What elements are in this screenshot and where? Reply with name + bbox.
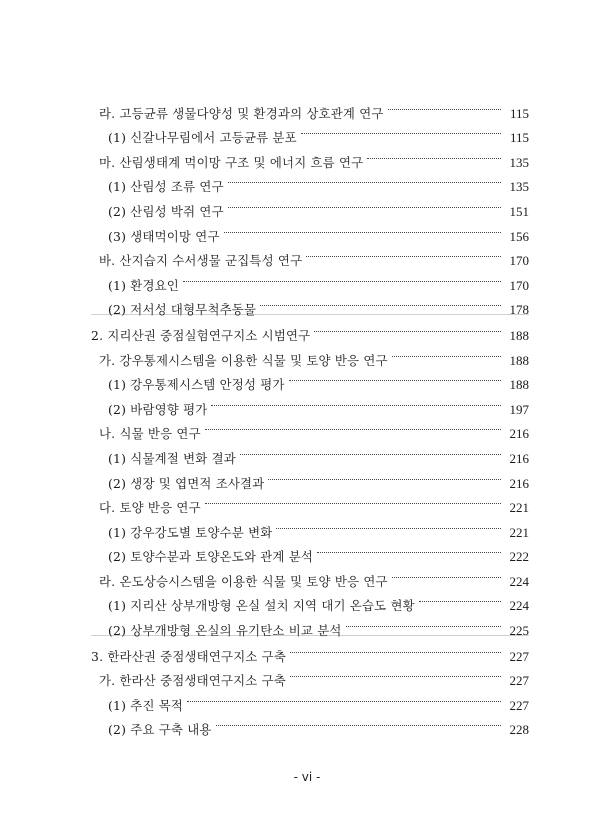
dot-leader [392, 340, 501, 365]
toc-entry-title: (2) 상부개방형 온실의 유기탄소 비교 분석 [108, 623, 342, 639]
toc-entry-page-number: 224 [509, 598, 529, 614]
toc-entry-title: 가. 강우통제시스템을 이용한 식물 및 토양 반응 연구 [99, 352, 388, 368]
dot-leader [276, 512, 501, 537]
dot-leader [205, 414, 501, 439]
toc-entry-page-number: 188 [509, 327, 529, 343]
toc-entry-title: 가. 한라산 중점생태연구지소 구축 [99, 673, 286, 689]
dot-leader [419, 586, 501, 611]
toc-entry-page-number: 188 [509, 352, 529, 368]
toc-entry-page-number: 151 [509, 203, 529, 219]
table-of-contents [91, 93, 529, 738]
dot-leader [216, 710, 501, 735]
toc-entry-page-number: 227 [509, 673, 529, 689]
toc-entry-page-number: 221 [509, 524, 529, 540]
toc-entry-page-number: 216 [509, 426, 529, 442]
toc-entry-title: 2. 지리산권 중점실험연구지소 시범연구 [91, 327, 311, 343]
dot-leader [228, 167, 501, 192]
toc-entry-title: (1) 강우강도별 토양수분 변화 [108, 524, 273, 540]
toc-entry-page-number: 135 [509, 154, 529, 170]
toc-entry-page-number: 228 [509, 722, 529, 738]
dot-leader [205, 488, 501, 513]
toc-entry-page-number: 188 [509, 377, 529, 393]
dot-leader [289, 365, 501, 390]
toc-entry-title: 바. 산지습지 수서생물 군집특성 연구 [99, 253, 303, 269]
toc-entry-page-number: 224 [509, 573, 529, 589]
dot-leader [290, 636, 501, 661]
toc-entry-page-number: 225 [509, 623, 529, 639]
toc-entry-page-number: 227 [509, 697, 529, 713]
dot-leader [228, 191, 501, 216]
toc-entry-title: 3. 한라산권 중점생태연구지소 구축 [91, 648, 287, 664]
dot-leader [314, 315, 501, 340]
toc-entry-title: 라. 온도상승시스템을 이용한 식물 및 토양 반응 연구 [99, 573, 388, 589]
toc-entry-title: (1) 지리산 상부개방형 온실 설치 지역 대기 온습도 현황 [108, 598, 415, 614]
toc-entry-title: 나. 식물 반응 연구 [99, 426, 201, 442]
toc-entry-title: (2) 바람영향 평가 [108, 401, 208, 417]
toc-entry-page-number: 197 [509, 401, 529, 417]
toc-entry-page-number: 216 [509, 475, 529, 491]
toc-entry-title: (2) 토양수분과 토양온도와 관계 분석 [108, 549, 314, 565]
toc-entry-title: 마. 산림생태계 먹이망 구조 및 에너지 흐름 연구 [99, 154, 364, 170]
toc-entry-page-number: 227 [509, 648, 529, 664]
dot-leader [301, 118, 501, 143]
toc-entry-title: (1) 식물계절 변화 결과 [108, 450, 236, 466]
toc-entry-title: (1) 신갈나무림에서 고등균류 분포 [108, 130, 297, 146]
toc-entry-page-number: 156 [509, 228, 529, 244]
dot-leader [183, 265, 501, 290]
toc-entry-title: (1) 환경요인 [108, 277, 179, 293]
dot-leader [317, 537, 501, 562]
dot-leader [224, 216, 501, 241]
toc-entry-page-number: 178 [509, 302, 529, 318]
dot-leader [306, 241, 501, 266]
dot-leader [240, 438, 501, 463]
dot-leader [388, 93, 501, 118]
dot-leader [290, 661, 501, 686]
toc-entry-page-number: 170 [509, 253, 529, 269]
toc-entry-title: (2) 생장 및 엽면적 조사결과 [108, 475, 265, 491]
toc-entry-title: (2) 저서성 대형무척추동물 [108, 302, 257, 318]
toc-entry-title: (1) 강우통제시스템 안정성 평가 [108, 377, 285, 393]
toc-entry-title: (2) 산림성 박쥐 연구 [108, 203, 224, 219]
toc-entry-title: 라. 고등균류 생물다양성 및 환경과의 상호관계 연구 [99, 105, 384, 121]
dot-leader [187, 685, 501, 710]
toc-entry-page-number: 216 [509, 450, 529, 466]
dot-leader [367, 142, 501, 167]
dot-leader [268, 463, 501, 488]
toc-entry-page-number: 115 [509, 130, 529, 146]
toc-entry-page-number: 135 [509, 179, 529, 195]
toc-entry-title: (2) 주요 구축 내용 [108, 722, 212, 738]
toc-entry-page-number: 115 [509, 105, 529, 121]
toc-entry-title: 다. 토양 반응 연구 [99, 500, 201, 516]
toc-entry-page-number: 222 [509, 549, 529, 565]
toc-entry-title: (1) 추진 목적 [108, 697, 184, 713]
page-number-footer: - vi - [293, 770, 321, 784]
dot-leader [392, 561, 501, 586]
toc-entry-page-number: 221 [509, 500, 529, 516]
toc-entry [91, 93, 529, 121]
toc-entry-title: (3) 생태먹이망 연구 [108, 228, 220, 244]
dot-leader [346, 610, 501, 635]
dot-leader [211, 389, 501, 414]
dot-leader [260, 290, 501, 315]
toc-entry-page-number: 170 [509, 277, 529, 293]
toc-entry-title: (1) 산림성 조류 연구 [108, 179, 224, 195]
